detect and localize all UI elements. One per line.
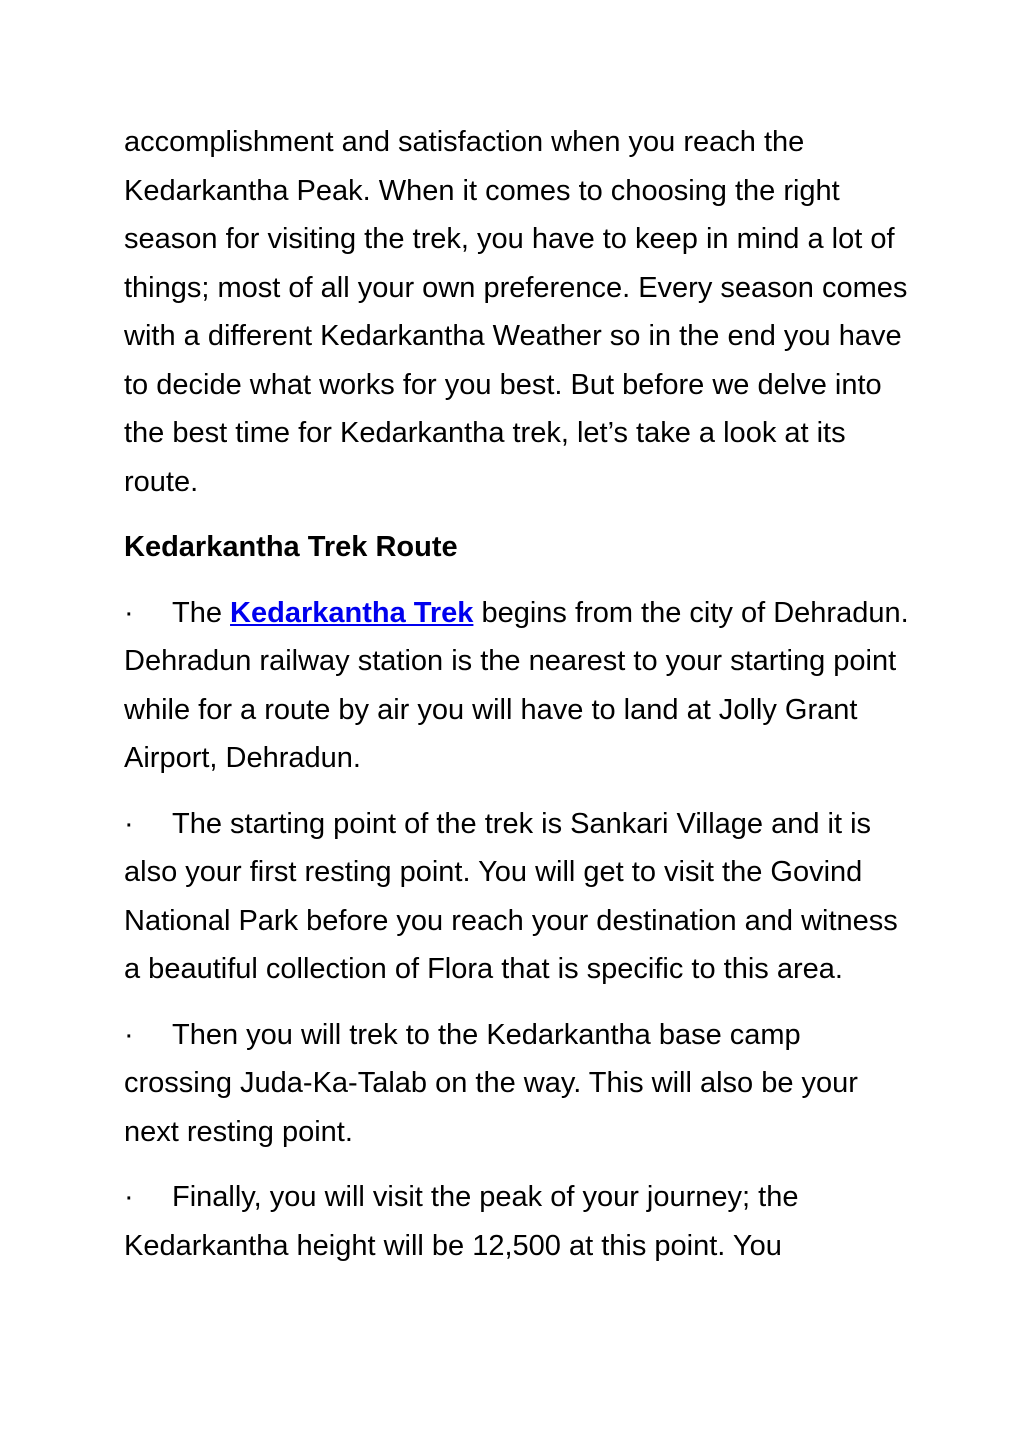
bullet-text: The starting point of the trek is Sankari Village and it is also your first resting point. You will get to visit the Govind National Park before you reach your destination and witness a beautiful collection of Flora that is specific to this area. (124, 807, 898, 985)
kedarkantha-trek-link[interactable]: Kedarkantha Trek (230, 596, 474, 629)
bullet-text: Then you will trek to the Kedarkantha base camp crossing Juda-Ka-Talab on the way. This will also be your next resting point. (124, 1018, 858, 1148)
bullet-item-4 (124, 1173, 914, 1270)
bullet-text-after-link: begins from the city of Dehradun. Dehradun railway station is the nearest to your starting point while for a route by air you will have to land at Jolly Grant Airport, Dehradun. (124, 596, 909, 774)
bullet-marker: · (124, 1018, 134, 1051)
bullet-text: Finally, you will visit the peak of your journey; the Kedarkantha height will be 12,500 at this point. You (124, 1181, 799, 1262)
document-page (124, 118, 914, 1287)
section-heading: Kedarkantha Trek Route (124, 531, 458, 563)
bullet-item-2 (124, 800, 914, 994)
bullet-item-1 (124, 589, 914, 783)
bullet-text-before-link: The (172, 596, 231, 629)
bullet-item-3 (124, 1011, 914, 1157)
bullet-marker: · (124, 807, 134, 840)
intro-paragraph: accomplishment and satisfaction when you reach the Kedarkantha Peak. When it comes to choosing the right season for visiting the trek, you have to keep in mind a lot of things; most of all your own preference. Every season comes with a different Kedarkantha Weather so in the end you have to decide what works for you best. But before we delve into the best time for Kedarkantha trek, let’s take a look at its route. (124, 126, 908, 498)
bullet-marker: · (124, 596, 134, 629)
bullet-marker: · (124, 1181, 134, 1213)
